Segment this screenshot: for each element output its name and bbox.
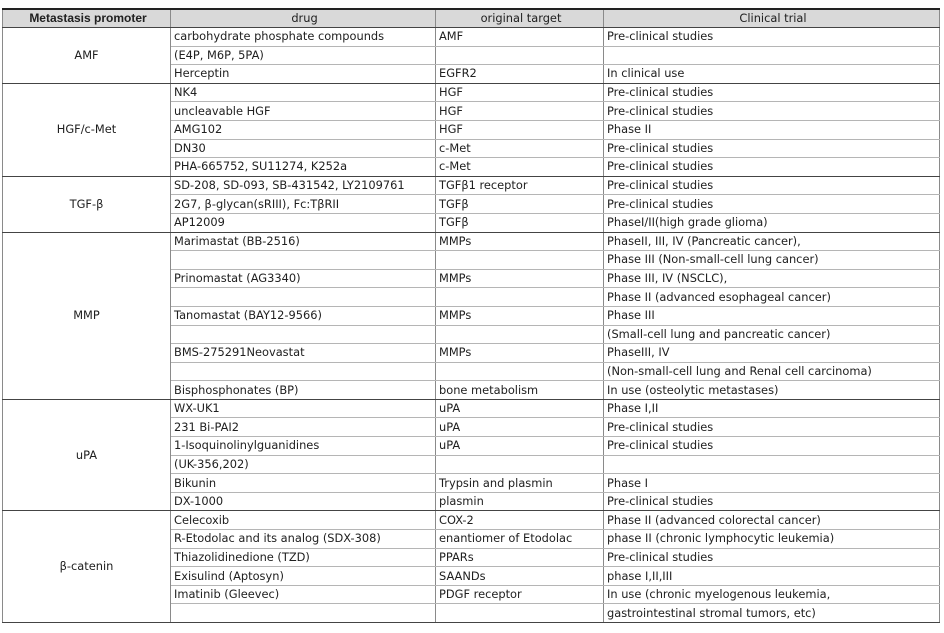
- drug-cell: Herceptin: [171, 65, 436, 84]
- original-target-cell: AMF: [436, 28, 604, 47]
- original-target-cell: Trypsin and plasmin: [436, 474, 604, 493]
- drug-cell: PHA-665752, SU11274, K252a: [171, 158, 436, 177]
- clinical-trial-cell: In use (chronic myelogenous leukemia,: [604, 585, 940, 604]
- clinical-trial-cell: Phase III: [604, 306, 940, 325]
- original-target-cell: PPARs: [436, 548, 604, 567]
- original-target-cell: TGFβ1 receptor: [436, 176, 604, 195]
- metastasis-drug-table: [2, 8, 940, 623]
- original-target-cell: enantiomer of Etodolac: [436, 530, 604, 549]
- clinical-trial-cell: Pre-clinical studies: [604, 139, 940, 158]
- clinical-trial-cell: Phase II (advanced esophageal cancer): [604, 288, 940, 307]
- original-target-cell: bone metabolism: [436, 381, 604, 400]
- header-metastasis-promoter: Metastasis promoter: [3, 9, 171, 28]
- clinical-trial-cell: Pre-clinical studies: [604, 195, 940, 214]
- clinical-trial-cell: gastrointestinal stromal tumors, etc): [604, 604, 940, 623]
- clinical-trial-cell: Pre-clinical studies: [604, 102, 940, 121]
- table-row: [3, 399, 940, 418]
- original-target-cell: SAANDs: [436, 567, 604, 586]
- drug-cell: Bikunin: [171, 474, 436, 493]
- original-target-cell: EGFR2: [436, 65, 604, 84]
- clinical-trial-cell: Pre-clinical studies: [604, 418, 940, 437]
- drug-cell: [171, 604, 436, 623]
- clinical-trial-cell: [604, 455, 940, 474]
- original-target-cell: MMPs: [436, 344, 604, 363]
- drug-cell: (E4P, M6P, 5PA): [171, 46, 436, 65]
- metastasis-promoter-cell: HGF/c-Met: [3, 83, 171, 176]
- table-row: [3, 176, 940, 195]
- drug-cell: Bisphosphonates (BP): [171, 381, 436, 400]
- drug-cell: Marimastat (BB-2516): [171, 232, 436, 251]
- original-target-cell: uPA: [436, 399, 604, 418]
- table-row: [3, 28, 940, 47]
- metastasis-promoter-cell: AMF: [3, 28, 171, 84]
- clinical-trial-cell: Pre-clinical studies: [604, 492, 940, 511]
- clinical-trial-cell: Pre-clinical studies: [604, 176, 940, 195]
- clinical-trial-cell: PhaseIII, IV: [604, 344, 940, 363]
- drug-cell: [171, 362, 436, 381]
- drug-cell: AMG102: [171, 120, 436, 139]
- clinical-trial-cell: Phase II: [604, 120, 940, 139]
- original-target-cell: PDGF receptor: [436, 585, 604, 604]
- header-clinical-trial: Clinical trial: [604, 9, 940, 28]
- original-target-cell: MMPs: [436, 269, 604, 288]
- clinical-trial-cell: Phase II (advanced colorectal cancer): [604, 511, 940, 530]
- drug-cell: SD-208, SD-093, SB-431542, LY2109761: [171, 176, 436, 195]
- drug-cell: Exisulind (Aptosyn): [171, 567, 436, 586]
- original-target-cell: TGFβ: [436, 213, 604, 232]
- original-target-cell: TGFβ: [436, 195, 604, 214]
- original-target-cell: [436, 251, 604, 270]
- original-target-cell: MMPs: [436, 232, 604, 251]
- original-target-cell: [436, 455, 604, 474]
- clinical-trial-cell: Pre-clinical studies: [604, 83, 940, 102]
- drug-cell: uncleavable HGF: [171, 102, 436, 121]
- drug-cell: [171, 288, 436, 307]
- header-row: [3, 9, 940, 28]
- drug-cell: BMS-275291Neovastat: [171, 344, 436, 363]
- clinical-trial-cell: Phase III, IV (NSCLC),: [604, 269, 940, 288]
- drug-cell: NK4: [171, 83, 436, 102]
- table-row: [3, 232, 940, 251]
- table-header: [3, 9, 940, 28]
- metastasis-promoter-cell: uPA: [3, 399, 171, 511]
- original-target-cell: [436, 325, 604, 344]
- original-target-cell: HGF: [436, 102, 604, 121]
- clinical-trial-cell: Phase I: [604, 474, 940, 493]
- drug-cell: Prinomastat (AG3340): [171, 269, 436, 288]
- table-body: [3, 28, 940, 623]
- header-drug: drug: [171, 9, 436, 28]
- drug-cell: Tanomastat (BAY12-9566): [171, 306, 436, 325]
- clinical-trial-cell: Phase III (Non-small-cell lung cancer): [604, 251, 940, 270]
- clinical-trial-cell: (Non-small-cell lung and Renal cell carcinoma): [604, 362, 940, 381]
- clinical-trial-cell: Pre-clinical studies: [604, 28, 940, 47]
- metastasis-promoter-cell: β-catenin: [3, 511, 171, 623]
- drug-cell: Imatinib (Gleevec): [171, 585, 436, 604]
- original-target-cell: HGF: [436, 83, 604, 102]
- clinical-trial-cell: In use (osteolytic metastases): [604, 381, 940, 400]
- original-target-cell: uPA: [436, 418, 604, 437]
- drug-cell: (UK-356,202): [171, 455, 436, 474]
- drug-cell: DN30: [171, 139, 436, 158]
- original-target-cell: MMPs: [436, 306, 604, 325]
- header-original-target: original target: [436, 9, 604, 28]
- original-target-cell: [436, 288, 604, 307]
- clinical-trial-cell: Pre-clinical studies: [604, 158, 940, 177]
- clinical-trial-cell: (Small-cell lung and pancreatic cancer): [604, 325, 940, 344]
- clinical-trial-cell: Pre-clinical studies: [604, 437, 940, 456]
- original-target-cell: c-Met: [436, 158, 604, 177]
- original-target-cell: [436, 604, 604, 623]
- original-target-cell: HGF: [436, 120, 604, 139]
- drug-cell: Celecoxib: [171, 511, 436, 530]
- original-target-cell: plasmin: [436, 492, 604, 511]
- drug-cell: 1-Isoquinolinylguanidines: [171, 437, 436, 456]
- metastasis-promoter-cell: TGF-β: [3, 176, 171, 232]
- original-target-cell: COX-2: [436, 511, 604, 530]
- clinical-trial-cell: Phase I,II: [604, 399, 940, 418]
- drug-cell: Thiazolidinedione (TZD): [171, 548, 436, 567]
- clinical-trial-cell: PhaseI/II(high grade glioma): [604, 213, 940, 232]
- clinical-trial-cell: Pre-clinical studies: [604, 548, 940, 567]
- metastasis-promoter-cell: MMP: [3, 232, 171, 399]
- original-target-cell: [436, 46, 604, 65]
- clinical-trial-cell: PhaseII, III, IV (Pancreatic cancer),: [604, 232, 940, 251]
- drug-cell: [171, 325, 436, 344]
- original-target-cell: [436, 362, 604, 381]
- drug-cell: DX-1000: [171, 492, 436, 511]
- drug-cell: 231 Bi-PAI2: [171, 418, 436, 437]
- clinical-trial-cell: In clinical use: [604, 65, 940, 84]
- drug-cell: WX-UK1: [171, 399, 436, 418]
- drug-cell: AP12009: [171, 213, 436, 232]
- clinical-trial-cell: phase II (chronic lymphocytic leukemia): [604, 530, 940, 549]
- original-target-cell: c-Met: [436, 139, 604, 158]
- clinical-trial-cell: [604, 46, 940, 65]
- drug-cell: [171, 251, 436, 270]
- drug-cell: R-Etodolac and its analog (SDX-308): [171, 530, 436, 549]
- table-row: [3, 83, 940, 102]
- drug-cell: carbohydrate phosphate compounds: [171, 28, 436, 47]
- original-target-cell: uPA: [436, 437, 604, 456]
- clinical-trial-cell: phase I,II,III: [604, 567, 940, 586]
- table-row: [3, 511, 940, 530]
- drug-cell: 2G7, β-glycan(sRIII), Fc:TβRII: [171, 195, 436, 214]
